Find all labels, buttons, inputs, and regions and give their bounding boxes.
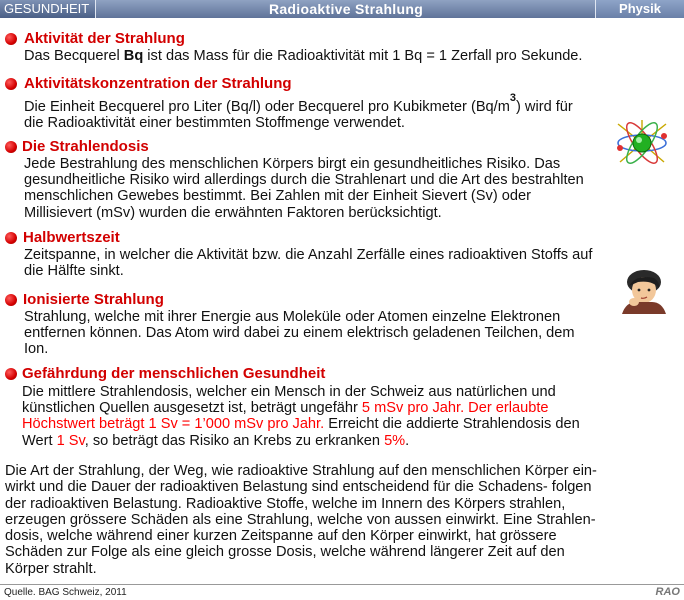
category-label: GESUNDHEIT <box>0 0 96 18</box>
bullet-icon <box>5 78 17 90</box>
section-strahlendosis <box>0 138 684 221</box>
summary-paragraph: Die Art der Strahlung, der Weg, wie radioaktive Strahlung auf den menschlichen Körper ein- wirkt und die Dauer der radioaktiven Belastung sind entscheidend für die Schadens- folgen der radioaktiven Belastung. Radioaktive Stoffe, welche im Innern des Körpers strahlen, erzeugen grössere Schäden als eine Strahlung, welche von aussen einwirkt. Eine Strahlen- dosis, welche während einer kurzen Zeitspanne auf den Körper einwirkt, hat grössere Schäden zur Folge als eine gleich grosse Dosis, welche während längerer Zeit auf den Körper strahlt. <box>5 463 597 577</box>
section-ionisierte-strahlung <box>0 291 684 358</box>
section-heading: Halbwertszeit <box>23 229 120 246</box>
section-heading: Aktivität der Strahlung <box>24 30 185 47</box>
section-text: Strahlung, welche mit ihrer Energie aus Moleküle oder Atomen einzelne Elektronen entfernen können. Das Atom wird dabei zu einem elektrisch geladenen Teilchen, dem Ion. <box>24 309 575 358</box>
section-aktivitaet <box>0 30 684 64</box>
source-note: Quelle. BAG Schweiz, 2011 <box>4 587 127 598</box>
section-gefaehrdung <box>0 365 684 449</box>
highlight-text: 5% <box>384 432 406 449</box>
thinking-girl-icon <box>614 268 672 314</box>
highlight-text: 1 Sv <box>56 432 85 449</box>
section-text: Jede Bestrahlung des menschlichen Körpers birgt ein gesundheitliches Risiko. Das gesundheitliche Risiko wird allerdings durch die Strahlenart und die Art des bestrahlten menschlichen Gewebes bestimmt. Bei Zahlen mit der Einheit Sievert (Sv) oder Millisievert (mSv) wurden die erwähnten Faktoren berücksichtigt. <box>24 156 584 221</box>
section-halbwertszeit <box>0 229 684 280</box>
page-title: Radioaktive Strahlung <box>268 1 424 17</box>
bullet-icon <box>5 33 17 45</box>
section-text: Die Einheit Becquerel pro Liter (Bq/l) oder Becquerel pro Kubikmeter $(Bq/m^3)$ wird für die Radioaktivität einer bestimmten Stoffmenge verwendet. <box>24 92 573 132</box>
atom-icon <box>614 118 670 168</box>
section-aktivitaetskonzentration <box>0 75 684 132</box>
highlight-text: 5 mSv pro Jahr. Der erlaubte <box>361 400 549 417</box>
section-heading: Aktivitätskonzentration der Strahlung <box>24 75 292 92</box>
section-heading: Gefährdung der menschlichen Gesundheit <box>22 365 326 382</box>
subject-label: Physik <box>595 0 684 18</box>
highlight-text: Höchstwert beträgt 1 Sv = 1’000 mSv pro Jahr. <box>22 416 325 433</box>
section-text: Zeitspanne, in welcher die Aktivität bzw. die Anzahl Zerfälle eines radioaktiven Stoffs auf die Hälfte sinkt. <box>24 247 593 280</box>
section-text: Die mittlere Strahlendosis, welcher ein Mensch in der Schweiz aus natürlichen und künstlichen Quellen ausgesetzt ist, beträgt ungefähr 5 mSv pro Jahr. Der erlaubte Höchstwert beträgt 1 Sv = 1’000 mSv pro Jahr. Erreicht die addierte Strahlendosis den Wert 1 Sv, so beträgt das Risiko an Krebs zu erkranken 5%. <box>22 384 580 449</box>
bullet-icon <box>5 232 17 244</box>
bullet-icon <box>5 141 17 153</box>
section-heading: Ionisierte Strahlung <box>23 291 164 308</box>
bullet-icon <box>5 368 17 380</box>
section-heading: Die Strahlendosis <box>22 138 149 155</box>
section-text: Das Becquerel Bq ist das Mass für die Radioaktivität mit 1 Bq = 1 Zerfall pro Sekunde. <box>24 48 583 64</box>
footer-divider <box>0 584 684 585</box>
bullet-icon <box>5 294 17 306</box>
brand-logo: RAO <box>655 586 680 598</box>
